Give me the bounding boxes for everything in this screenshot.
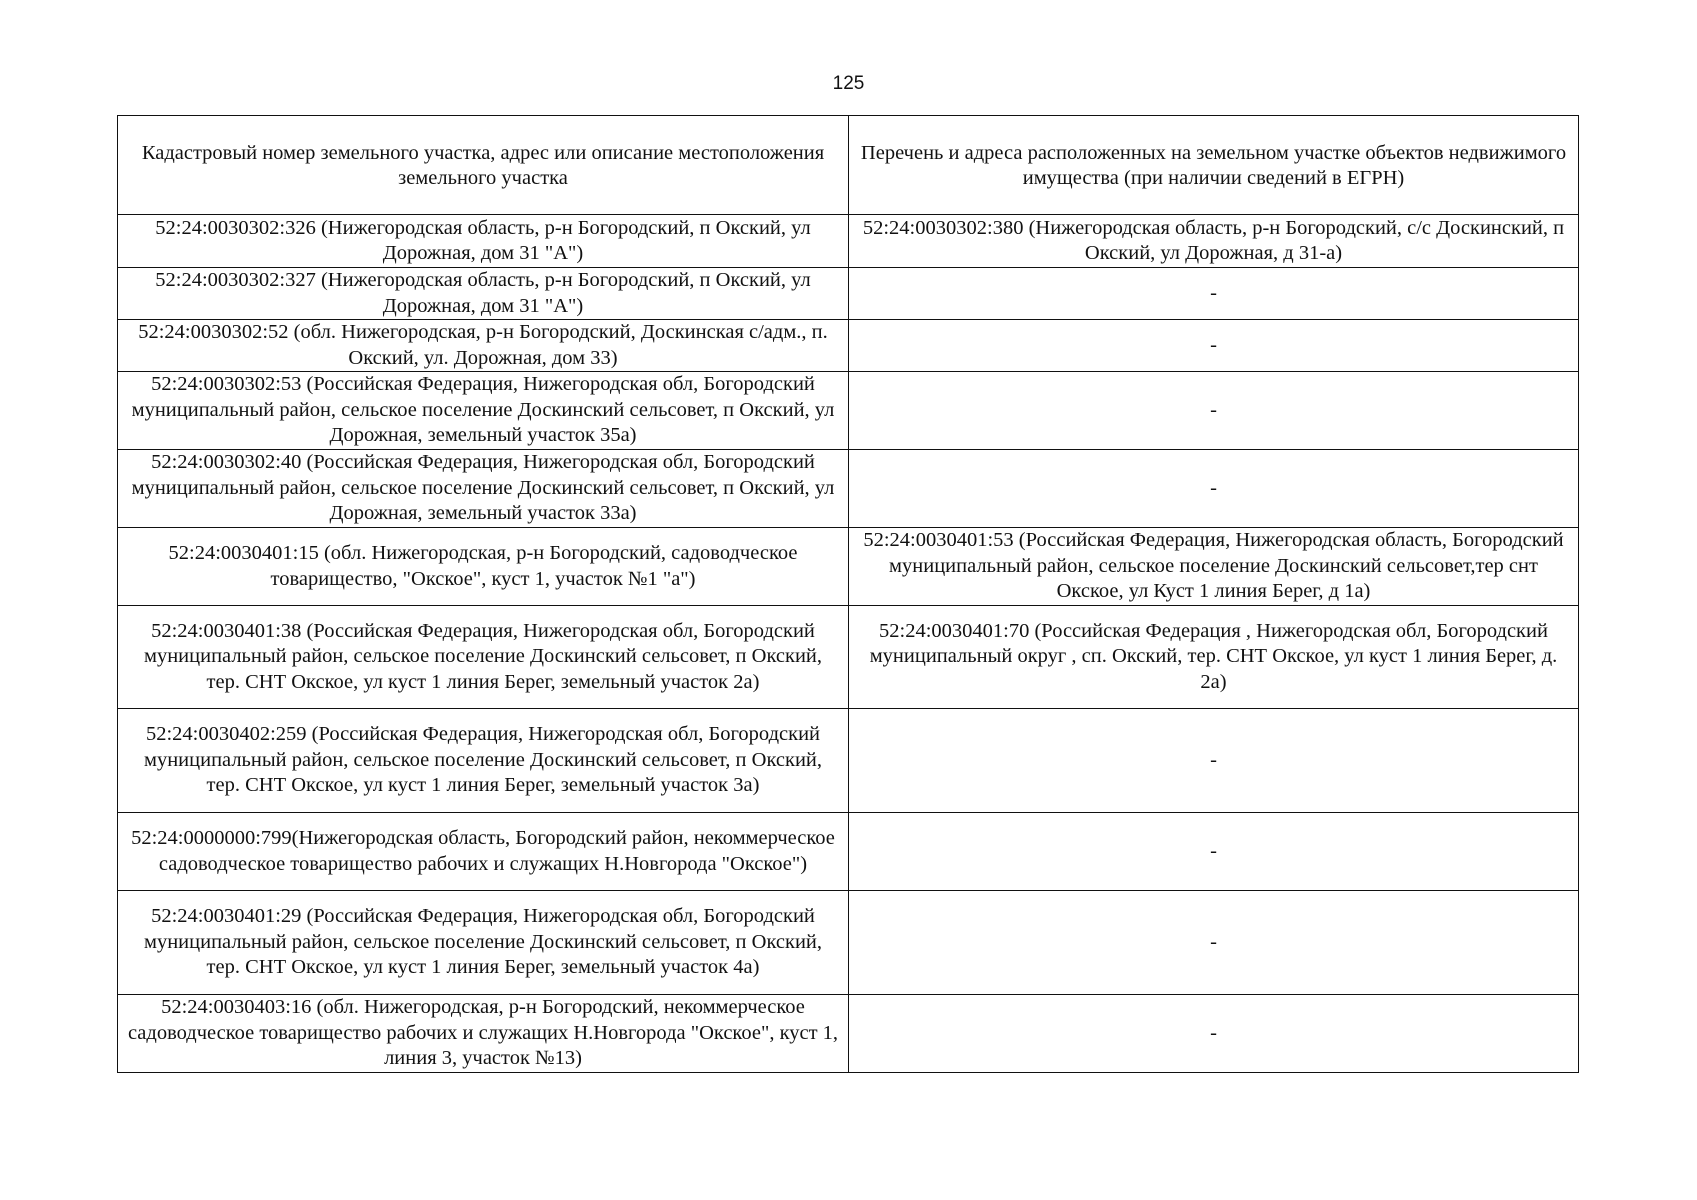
objects-cell: - xyxy=(849,320,1579,372)
table-row xyxy=(118,372,1579,450)
parcel-cell: 52:24:0030403:16 (обл. Нижегородская, р-н Богородский, некоммерческое садоводческое товарищество рабочих и служащих Н.Новгорода "Окское", куст 1, линия 3, участок №13) xyxy=(118,995,849,1073)
objects-cell: - xyxy=(849,891,1579,995)
objects-cell: 52:24:0030401:53 (Российская Федерация, Нижегородская область, Богородский муниципальный район, сельское поселение Доскинский сельсовет,тер снт Окское, ул Куст 1 линия Берег, д 1а) xyxy=(849,528,1579,606)
table-row xyxy=(118,450,1579,528)
parcel-cell: 52:24:0030401:29 (Российская Федерация, Нижегородская обл, Богородский муниципальный район, сельское поселение Доскинский сельсовет, п Окский, тер. СНТ Окское, ул куст 1 линия Берег, земельный участок 4а) xyxy=(118,891,849,995)
objects-cell: - xyxy=(849,995,1579,1073)
table-row xyxy=(118,320,1579,372)
parcel-cell: 52:24:0030302:326 (Нижегородская область, р-н Богородский, п Окский, ул Дорожная, дом 31 "А") xyxy=(118,215,849,268)
table-header-row xyxy=(118,116,1579,215)
parcel-cell: 52:24:0030302:53 (Российская Федерация, Нижегородская обл, Богородский муниципальный район, сельское поселение Доскинский сельсовет, п Окский, ул Дорожная, земельный участок 35а) xyxy=(118,372,849,450)
header-objects: Перечень и адреса расположенных на земельном участке объектов недвижимого имущества (при наличии сведений в ЕГРН) xyxy=(849,116,1579,215)
table-row xyxy=(118,995,1579,1073)
parcel-cell: 52:24:0030302:52 (обл. Нижегородская, р-н Богородский, Доскинская с/адм., п. Окский, ул. Дорожная, дом 33) xyxy=(118,320,849,372)
table-row xyxy=(118,709,1579,813)
objects-cell: - xyxy=(849,813,1579,891)
table-row xyxy=(118,891,1579,995)
parcel-cell: 52:24:0000000:799(Нижегородская область, Богородский район, некоммерческое садоводческое товарищество рабочих и служащих Н.Новгорода "Окское") xyxy=(118,813,849,891)
objects-cell: - xyxy=(849,450,1579,528)
parcel-cell: 52:24:0030402:259 (Российская Федерация, Нижегородская обл, Богородский муниципальный район, сельское поселение Доскинский сельсовет, п Окский, тер. СНТ Окское, ул куст 1 линия Берег, земельный участок 3а) xyxy=(118,709,849,813)
parcel-cell: 52:24:0030401:15 (обл. Нижегородская, р-н Богородский, садоводческое товарищество, "Окское", куст 1, участок №1 "а") xyxy=(118,528,849,606)
table-row xyxy=(118,528,1579,606)
parcel-cell: 52:24:0030302:40 (Российская Федерация, Нижегородская обл, Богородский муниципальный район, сельское поселение Доскинский сельсовет, п Окский, ул Дорожная, земельный участок 33а) xyxy=(118,450,849,528)
objects-cell: - xyxy=(849,372,1579,450)
objects-cell: - xyxy=(849,709,1579,813)
parcel-cell: 52:24:0030302:327 (Нижегородская область, р-н Богородский, п Окский, ул Дорожная, дом 31 "А") xyxy=(118,268,849,320)
table-row xyxy=(118,268,1579,320)
header-parcel: Кадастровый номер земельного участка, адрес или описание местоположения земельного участка xyxy=(118,116,849,215)
table-row xyxy=(118,606,1579,709)
table-row xyxy=(118,813,1579,891)
page-number: 125 xyxy=(832,73,865,94)
parcel-cell: 52:24:0030401:38 (Российская Федерация, Нижегородская обл, Богородский муниципальный район, сельское поселение Доскинский сельсовет, п Окский, тер. СНТ Окское, ул куст 1 линия Берег, земельный участок 2а) xyxy=(118,606,849,709)
objects-cell: 52:24:0030401:70 (Российская Федерация , Нижегородская обл, Богородский муниципальный округ , сп. Окский, тер. СНТ Окское, ул куст 1 линия Берег, д. 2а) xyxy=(849,606,1579,709)
table-row xyxy=(118,215,1579,268)
objects-cell: 52:24:0030302:380 (Нижегородская область, р-н Богородский, с/с Доскинский, п Окский, ул Дорожная, д 31-а) xyxy=(849,215,1579,268)
objects-cell: - xyxy=(849,268,1579,320)
land-parcels-table xyxy=(117,115,1579,1073)
